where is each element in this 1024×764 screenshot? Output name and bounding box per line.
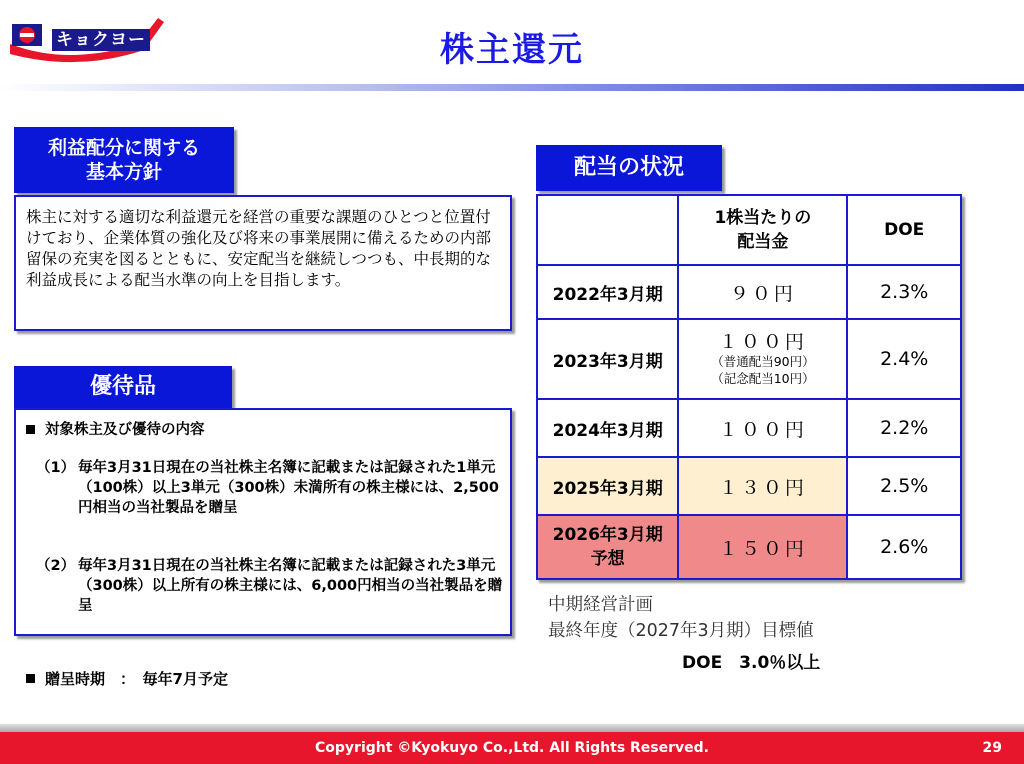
benefits-box [14, 408, 512, 636]
policy-heading [14, 127, 234, 193]
dividend-table [536, 194, 962, 580]
row-doe: 2.5% [847, 457, 961, 515]
row-period: 2024年3月期 [537, 399, 678, 457]
row-doe: 2.2% [847, 399, 961, 457]
row-doe: 2.6% [847, 515, 961, 579]
row-amount-note-commemorative: （記念配当10円） [711, 371, 815, 386]
table-row [537, 399, 961, 457]
policy-heading-line1: 利益配分に関する [47, 137, 200, 159]
plan-line1: 中期経営計画 [548, 595, 653, 615]
policy-box [14, 195, 512, 331]
row-period-forecast: 予想 [590, 549, 625, 569]
plan-target: DOE 3.0％以上 [682, 653, 821, 673]
table-row [537, 265, 961, 319]
row-amount: １００円 [678, 399, 847, 457]
bullet-square-icon [26, 425, 35, 434]
row-amount-cell [678, 319, 847, 399]
header-empty-cell [537, 195, 678, 265]
benefit-item-2-number: （2） [36, 558, 76, 574]
benefit-item-1-number: （1） [36, 460, 76, 476]
row-amount: １５０円 [678, 515, 847, 579]
table-row [537, 457, 961, 515]
header-amount-line2: 配当金 [737, 232, 789, 252]
dividend-heading: 配当の状況 [536, 145, 722, 191]
gift-timing-text: 贈呈時期 ： 毎年7月予定 [45, 670, 228, 688]
header-amount [678, 195, 847, 265]
logo-text: キョクヨー [52, 29, 150, 51]
row-amount: ９０円 [678, 265, 847, 319]
bullet-square-icon [26, 674, 35, 683]
footer-divider [0, 724, 1024, 732]
title-underline [0, 84, 1024, 91]
copyright-text: Copyright ©Kyokuyo Co.,Ltd. All Rights Reserved. [315, 740, 709, 756]
row-amount-note-ordinary: （普通配当90円） [711, 354, 815, 369]
row-doe: 2.3% [847, 265, 961, 319]
plan-note [548, 592, 814, 644]
header-doe: DOE [847, 195, 961, 265]
table-header-row [537, 195, 961, 265]
policy-text: 株主に対する適切な利益還元を経営の重要な課題のひとつと位置付けており、企業体質の強化及び将来の事業展開に備えるための内部留保の充実を図るとともに、安定配当を継続しつつも、中長期的な利益成長による配当水準の向上を目指します。 [26, 208, 492, 289]
row-doe: 2.4% [847, 319, 961, 399]
table-row [537, 319, 961, 399]
row-period: 2025年3月期 [537, 457, 678, 515]
plan-line2: 最終年度（2027年3月期）目標値 [548, 621, 814, 641]
row-amount: １００円 [718, 331, 807, 353]
benefits-heading: 優待品 [14, 366, 232, 408]
row-period: 2026年3月期 [552, 525, 663, 545]
page-number: 29 [982, 740, 1002, 756]
policy-heading-line2: 基本方針 [85, 161, 162, 183]
benefit-item-2-text: 毎年3月31日現在の当社株主名簿に記載または記録された3単元（300株）以上所有の株主様には、6,000円相当の当社製品を贈呈 [78, 558, 503, 614]
benefits-subheading-row [26, 420, 205, 440]
row-period: 2023年3月期 [537, 319, 678, 399]
row-period-cell [537, 515, 678, 579]
page-title: 株主還元 [440, 30, 584, 70]
benefits-subheading: 対象株主及び優待の内容 [45, 422, 205, 438]
row-amount: １３０円 [678, 457, 847, 515]
gift-timing [26, 668, 228, 689]
row-period: 2022年3月期 [537, 265, 678, 319]
header-amount-line1: 1株当たりの [714, 208, 812, 228]
benefit-item-1-text: 毎年3月31日現在の当社株主名簿に記載または記録された1単元（100株）以上3単元（300株）未満所有の株主様には、2,500円相当の当社製品を贈呈 [78, 460, 499, 516]
table-row [537, 515, 961, 579]
